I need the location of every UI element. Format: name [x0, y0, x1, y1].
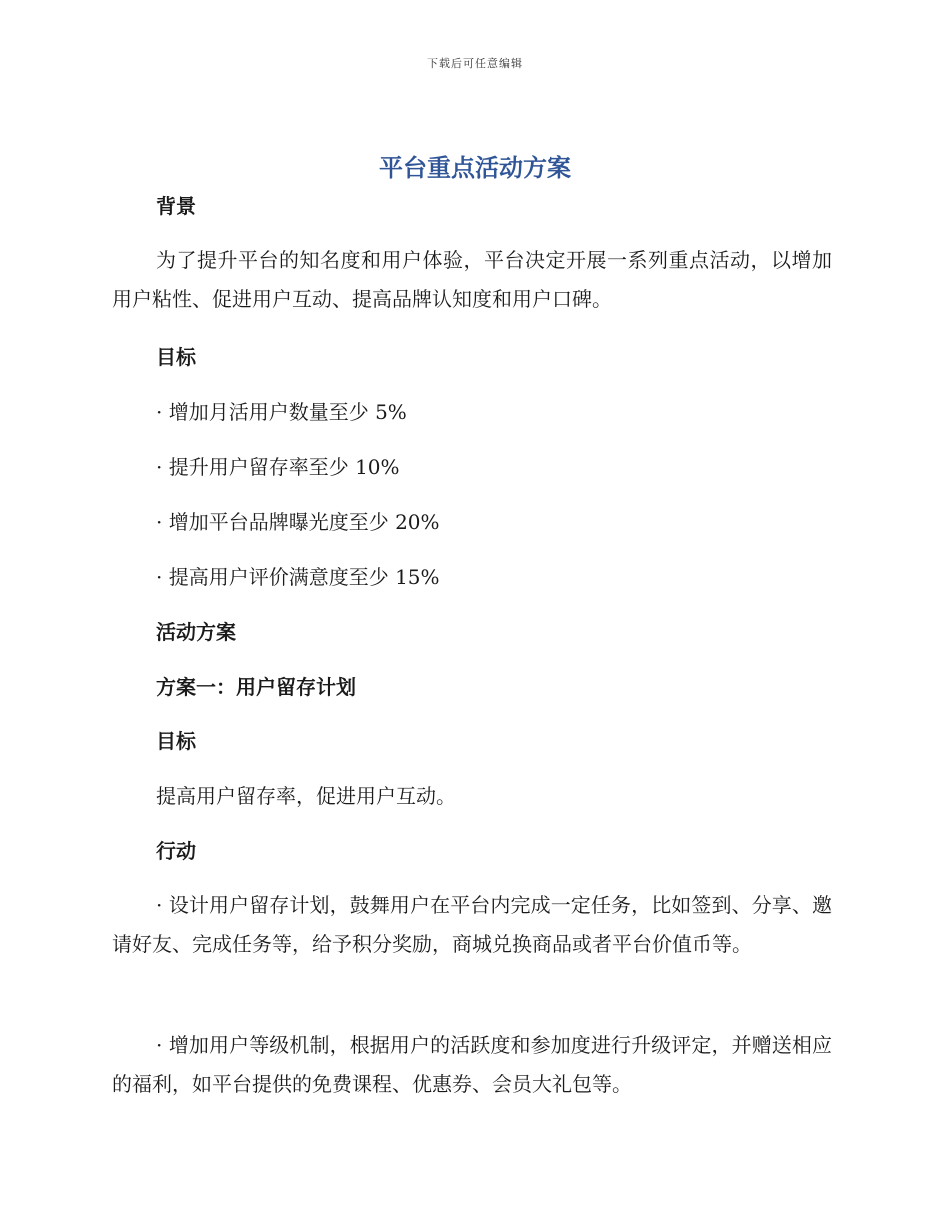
- header-note: 下载后可任意编辑: [427, 57, 523, 70]
- goal-item: · 增加月活用户数量至少 5%: [156, 400, 407, 424]
- section-heading-plan: 活动方案: [156, 620, 236, 644]
- action-paragraph: · 设计用户留存计划，鼓舞用户在平台内完成一定任务，比如签到、分享、邀请好友、完成任务等，给予积分奖励，商城兑换商品或者平台价值币等。: [112, 893, 832, 956]
- subsection-heading-plan-one: 方案一：用户留存计划: [156, 675, 356, 699]
- goal-item: · 提高用户评价满意度至少 15%: [156, 565, 440, 589]
- plan-one-goal-heading: 目标: [156, 729, 196, 753]
- goal-item: · 增加平台品牌曝光度至少 20%: [156, 510, 440, 534]
- section-heading-background: 背景: [156, 194, 196, 218]
- section-heading-goals: 目标: [156, 345, 196, 369]
- goal-item: · 提升用户留存率至少 10%: [156, 455, 400, 479]
- document-title: 平台重点活动方案: [379, 154, 571, 182]
- action-paragraph: · 增加用户等级机制，根据用户的活跃度和参加度进行升级评定，并赠送相应的福利，如平台提供的免费课程、优惠券、会员大礼包等。: [112, 1033, 832, 1096]
- plan-one-goal-text: 提高用户留存率，促进用户互动。: [156, 784, 456, 808]
- plan-one-action-heading: 行动: [156, 839, 196, 863]
- background-paragraph: 为了提升平台的知名度和用户体验，平台决定开展一系列重点活动，以增加用户粘性、促进用户互动、提高品牌认知度和用户口碑。: [112, 248, 832, 311]
